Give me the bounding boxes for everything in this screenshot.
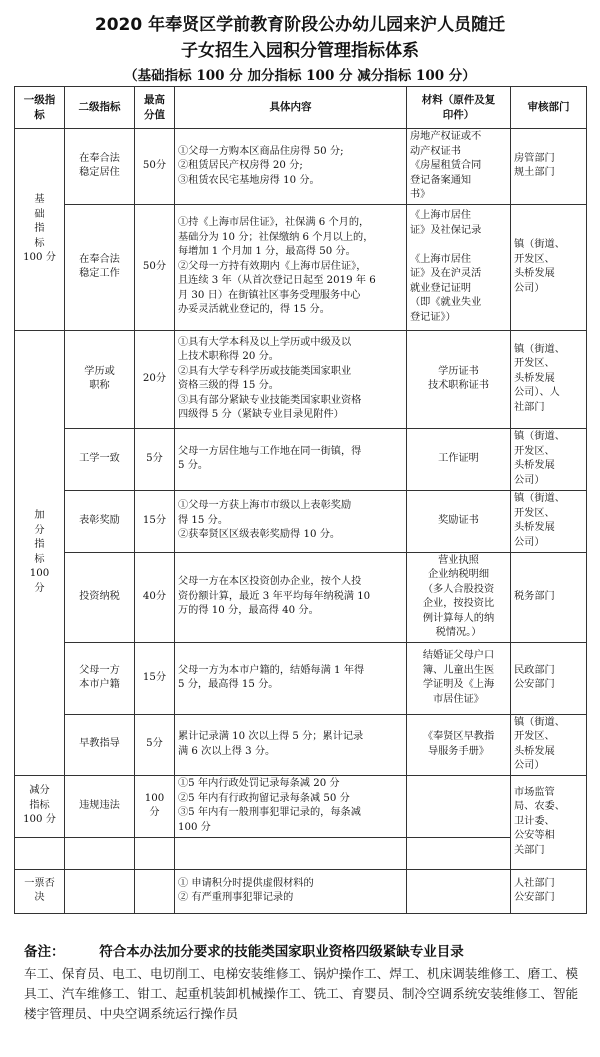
text-line: 公安等相 [514, 830, 555, 842]
text-line: 本市户籍 [79, 679, 120, 690]
text-line: 学历或 [84, 365, 115, 377]
text-line: 分 [34, 582, 45, 594]
text-line: 指 [34, 539, 45, 550]
content-cell [175, 642, 407, 714]
text-line: 办妥灵活就业登记的，得 15 分。 [178, 304, 330, 316]
text-line: 登记备案通知 [410, 174, 472, 186]
text-line: 四级得 5 分（紧缺专业目录见附件） [178, 409, 344, 420]
text-line: 且连续 3 年（从首次登记日起至 2019 年 6 [178, 275, 376, 287]
header-content: 具体内容 [175, 87, 407, 129]
text-line: 头桥发展 [514, 460, 555, 471]
level2-cell [65, 129, 135, 205]
empty-cell [175, 837, 407, 869]
text-line: 础 [34, 208, 45, 220]
text-line: 100 分 [178, 821, 211, 833]
level2-cell [65, 714, 135, 775]
text-line: 父母一方在本区投资创办企业，按个人投 [178, 576, 362, 588]
header-materials [407, 87, 511, 129]
text-line: ②获奉贤区区级表彰奖励得 10 分。 [178, 529, 341, 541]
max-cell: 15分 [135, 490, 175, 552]
empty-cell [15, 837, 65, 869]
text-line: ③5 年内有一般刑事犯罪记录的，每条减 [178, 807, 361, 818]
text-line: 5 分。 [178, 460, 209, 471]
text-line: 开发区、 [514, 253, 555, 265]
text-line: 动产权证书 [410, 145, 461, 157]
text-line: 累计记录满 10 次以上得 5 分；累计记录 [178, 731, 364, 742]
text-line: 营业执照 [438, 554, 479, 566]
text-line: 《奉贤区早教指 [422, 731, 495, 742]
text-line: ① 申请积分时提供虚假材料的 [178, 877, 314, 889]
title-subtitle: （基础指标 100 分 加分指标 100 分 减分指标 100 分） [124, 68, 476, 84]
text-line: 开发区、 [514, 507, 555, 519]
text-line: 得 15 分。 [178, 514, 229, 526]
text-line: 父母一方 [79, 664, 120, 676]
text-line: ①5 年内行政处罚记录每条减 20 分 [178, 778, 340, 789]
level2-cell [65, 552, 135, 642]
text-line: 社部门 [514, 401, 545, 413]
max-cell: 50分 [135, 204, 175, 330]
text-line: 市场监管 [514, 786, 555, 798]
materials-cell [407, 552, 511, 642]
text-line: 人社部门 [514, 877, 555, 889]
text-line: 最高 [144, 94, 165, 106]
text-line: 书》 [410, 189, 431, 200]
text-line: 公安部门 [514, 892, 555, 903]
text-line: 头桥发展 [514, 522, 555, 533]
text-line: 100 分 [23, 814, 56, 826]
level2-cell [65, 642, 135, 714]
materials-cell [407, 714, 511, 775]
text-line: ③租赁农民宅基地房得 10 分。 [178, 174, 320, 186]
max-cell [135, 775, 175, 837]
text-line: 公司） [514, 760, 545, 771]
text-line: 资份额计算，最近 3 年平均每年纳税满 10 [178, 590, 371, 602]
header-dept: 审核部门 [511, 87, 587, 129]
text-line: 在奉合法 [79, 253, 120, 265]
materials-cell [407, 330, 511, 428]
table-row [15, 714, 587, 775]
text-line: 一票否 [24, 877, 55, 889]
table-row [15, 642, 587, 714]
text-line: 局、农委、 [514, 801, 565, 813]
text-line: 分值 [144, 108, 165, 121]
content-cell [175, 869, 407, 913]
text-line: 加 [34, 510, 45, 521]
materials-cell [407, 490, 511, 552]
note-label: 备注： [24, 944, 65, 960]
indicator-table [14, 86, 587, 914]
text-line: ②父母一方持有效期内《上海市居住证》， [178, 260, 367, 272]
text-line: 《上海市居住 [410, 253, 472, 265]
dept-cell [511, 204, 587, 330]
text-line: 分 [34, 524, 45, 536]
table-row [15, 490, 587, 552]
text-line: ② 有严重刑事犯罪记录的 [178, 892, 294, 903]
text-line: 企业纳税明细 [427, 569, 490, 580]
dept-cell [511, 428, 587, 490]
max-cell: 5分 [135, 714, 175, 775]
text-line: ①具有大学本科及以上学历或中级及以 [178, 336, 352, 348]
materials-cell [407, 775, 511, 837]
text-line: 学证明及《上海 [422, 679, 495, 690]
table-row [15, 330, 587, 428]
level2-cell [65, 428, 135, 490]
text-line: 卫计委、 [514, 815, 555, 827]
text-line: 一级指 [23, 94, 56, 106]
text-line: 开发区、 [514, 731, 555, 742]
dept-cell [511, 642, 587, 714]
text-line: 标 [34, 553, 45, 565]
text-line: ②5 年内有行政拘留记录每条减 50 分 [178, 792, 350, 804]
text-line: 每增加 1 个月加 1 分，最高得 50 分。 [178, 246, 356, 258]
text-line: 证》及社保记录 [410, 224, 482, 236]
note-section [24, 940, 584, 1024]
text-line: 规土部门 [514, 167, 555, 179]
text-line: 100 分 [23, 252, 56, 263]
text-line: 镇（街道、 [514, 716, 565, 728]
materials-cell [407, 129, 511, 205]
level2-cell [65, 869, 135, 913]
level1-minus [15, 775, 65, 837]
text-line [410, 238, 507, 253]
table-row [15, 204, 587, 330]
level2-cell [65, 330, 135, 428]
text-line: 投资纳税 [79, 590, 120, 602]
text-line: 违规违法 [79, 799, 120, 811]
text-line: ②具有大学专科学历或技能类国家职业 [178, 365, 352, 377]
dept-cell [511, 775, 587, 869]
header-level1 [15, 87, 65, 129]
text-line: 税务部门 [514, 590, 555, 602]
content-cell [175, 552, 407, 642]
text-line: 工作证明 [438, 452, 479, 464]
text-line: 开发区、 [514, 445, 555, 457]
text-line: 镇（街道、 [514, 493, 565, 504]
text-line: 职称 [89, 380, 110, 391]
level1-veto [15, 869, 65, 913]
text-line: 镇（街道、 [514, 343, 565, 355]
table-row [15, 775, 587, 837]
max-cell [135, 869, 175, 913]
text-line: 标 [34, 237, 45, 249]
note-body: 车工、保育员、电工、电切削工、电梯安装维修工、锅炉操作工、焊工、机床调装维修工、磨工、模具工、汽车维修工、钳工、起重机装卸机械操作工、铣工、育婴员、制冷空调系统安装维修工、智能楼宇管理员、中央空调系统运行操作员 [24, 966, 579, 1021]
text-line: 材料（原件及复 [421, 94, 496, 106]
text-line: 100 [144, 792, 165, 804]
text-line: 早教指导 [79, 738, 120, 750]
materials-cell [407, 869, 511, 913]
table-row [15, 837, 587, 869]
text-line: 镇（街道、 [514, 239, 565, 250]
text-line: 基 [34, 194, 45, 205]
content-cell [175, 775, 407, 837]
header-row [15, 87, 587, 129]
text-line: （多人合股投资 [422, 583, 495, 595]
text-line: 头桥发展 [514, 268, 555, 279]
text-line: 指标 [29, 799, 50, 811]
content-cell [175, 330, 407, 428]
text-line: 标 [34, 108, 45, 121]
text-line: 公司） [514, 474, 545, 486]
table-row [15, 129, 587, 205]
text-line: ①父母一方购本区商品住房得 50 分; [178, 145, 344, 157]
text-line: 减分 [29, 785, 50, 797]
dept-cell [511, 869, 587, 913]
text-line: ②租赁居民产权房得 20 分; [178, 160, 303, 171]
table-row [15, 869, 587, 913]
max-cell: 5分 [135, 428, 175, 490]
text-line: ③具有部分紧缺专业技能类国家职业资格 [178, 394, 362, 406]
text-line: 满 6 次以上得 3 分。 [178, 745, 276, 757]
header-level2: 二级指标 [65, 87, 135, 129]
text-line: 表彰奖励 [79, 514, 120, 526]
text-line: 房地产权证或不 [410, 131, 482, 142]
dept-cell [511, 330, 587, 428]
max-cell: 50分 [135, 129, 175, 205]
text-line: 奖励证书 [438, 514, 479, 526]
text-line: 决 [34, 892, 45, 903]
title-line-2: 子女招生入园积分管理指标体系 [181, 41, 419, 61]
text-line: 月 30 日）在街镇社区事务受理服务中心 [178, 289, 361, 301]
text-line: 公司） [514, 536, 545, 548]
text-line: 父母一方为本市户籍的，结婚每满 1 年得 [178, 664, 365, 676]
text-line: 房管部门 [514, 152, 555, 164]
level2-cell [65, 204, 135, 330]
note-heading [24, 940, 584, 960]
text-line: 印件） [442, 108, 475, 121]
content-cell [175, 129, 407, 205]
empty-cell [407, 837, 511, 869]
level1-basic [15, 129, 65, 331]
text-line: 《上海市居住 [410, 210, 472, 221]
text-line: 就业登记证明 [410, 282, 472, 294]
text-line: 镇（街道、 [514, 431, 565, 442]
text-line: 证》及在沪灵活 [410, 268, 482, 279]
text-line: 结婚证父母户口 [422, 650, 495, 661]
text-line: 100 [29, 568, 50, 579]
text-line: 关部门 [514, 844, 545, 856]
text-line: 民政部门 [514, 664, 555, 676]
content-cell [175, 490, 407, 552]
text-line: 分 [149, 807, 160, 818]
text-line: 万的得 10 分，最高得 40 分。 [178, 605, 319, 617]
text-line: ①父母一方获上海市市级以上表彰奖励 [178, 500, 352, 512]
text-line: 在奉合法 [79, 152, 120, 164]
max-cell: 15分 [135, 642, 175, 714]
text-line: 登记证》） [410, 311, 456, 323]
header-max [135, 87, 175, 129]
empty-cell [65, 837, 135, 869]
text-line: 簿、儿童出生医 [422, 664, 495, 676]
level2-cell [65, 775, 135, 837]
materials-cell [407, 428, 511, 490]
text-line: 稳定工作 [79, 268, 120, 279]
content-cell [175, 714, 407, 775]
materials-cell [407, 204, 511, 330]
level1-bonus [15, 330, 65, 775]
text-line: 头桥发展 [514, 372, 555, 384]
table-row [15, 552, 587, 642]
text-line: 资格三级的得 15 分。 [178, 380, 279, 391]
text-line: 学历证书 [438, 365, 479, 377]
materials-cell [407, 642, 511, 714]
text-line: 5 分，最高得 15 分。 [178, 679, 279, 690]
table-row [15, 428, 587, 490]
text-line: 例计算每人的纳 [422, 612, 495, 624]
dept-cell [511, 714, 587, 775]
text-line: ①持《上海市居住证》，社保满 6 个月的， [178, 217, 370, 229]
dept-cell [511, 490, 587, 552]
text-line: 头桥发展 [514, 745, 555, 757]
text-line: 《房屋租赁合同 [410, 160, 482, 171]
content-cell [175, 428, 407, 490]
title-line-1: 2020 年奉贤区学前教育阶段公办幼儿园来沪人员随迁 [94, 15, 506, 35]
text-line: 上技术职称得 20 分。 [178, 351, 279, 362]
text-line: 市居住证》 [433, 693, 484, 705]
text-line: 公司）、人 [514, 387, 560, 399]
text-line: 工学一致 [79, 452, 120, 464]
text-line: 企业，按投资比 [422, 598, 495, 609]
dept-cell [511, 552, 587, 642]
level2-cell [65, 490, 135, 552]
text-line: （即《就业失业 [410, 297, 482, 308]
content-cell [175, 204, 407, 330]
text-line: 稳定居住 [79, 167, 120, 179]
note-title: 符合本办法加分要求的技能类国家职业资格四级紧缺专业目录 [99, 944, 464, 960]
text-line: 税情况。） [435, 627, 482, 638]
text-line: 父母一方居住地与工作地在同一街镇，得 [178, 445, 362, 457]
max-cell: 40分 [135, 552, 175, 642]
dept-cell [511, 129, 587, 205]
text-line: 指 [34, 223, 45, 234]
text-line: 开发区、 [514, 358, 555, 370]
text-line: 导服务手册》 [427, 745, 490, 757]
text-line: 基础分为 10 分；社保缴纳 6 个月以上的， [178, 231, 374, 243]
text-line: 公司） [514, 282, 545, 294]
max-cell: 20分 [135, 330, 175, 428]
text-line: 公安部门 [514, 679, 555, 690]
empty-cell [135, 837, 175, 869]
text-line: 技术职称证书 [427, 380, 490, 391]
